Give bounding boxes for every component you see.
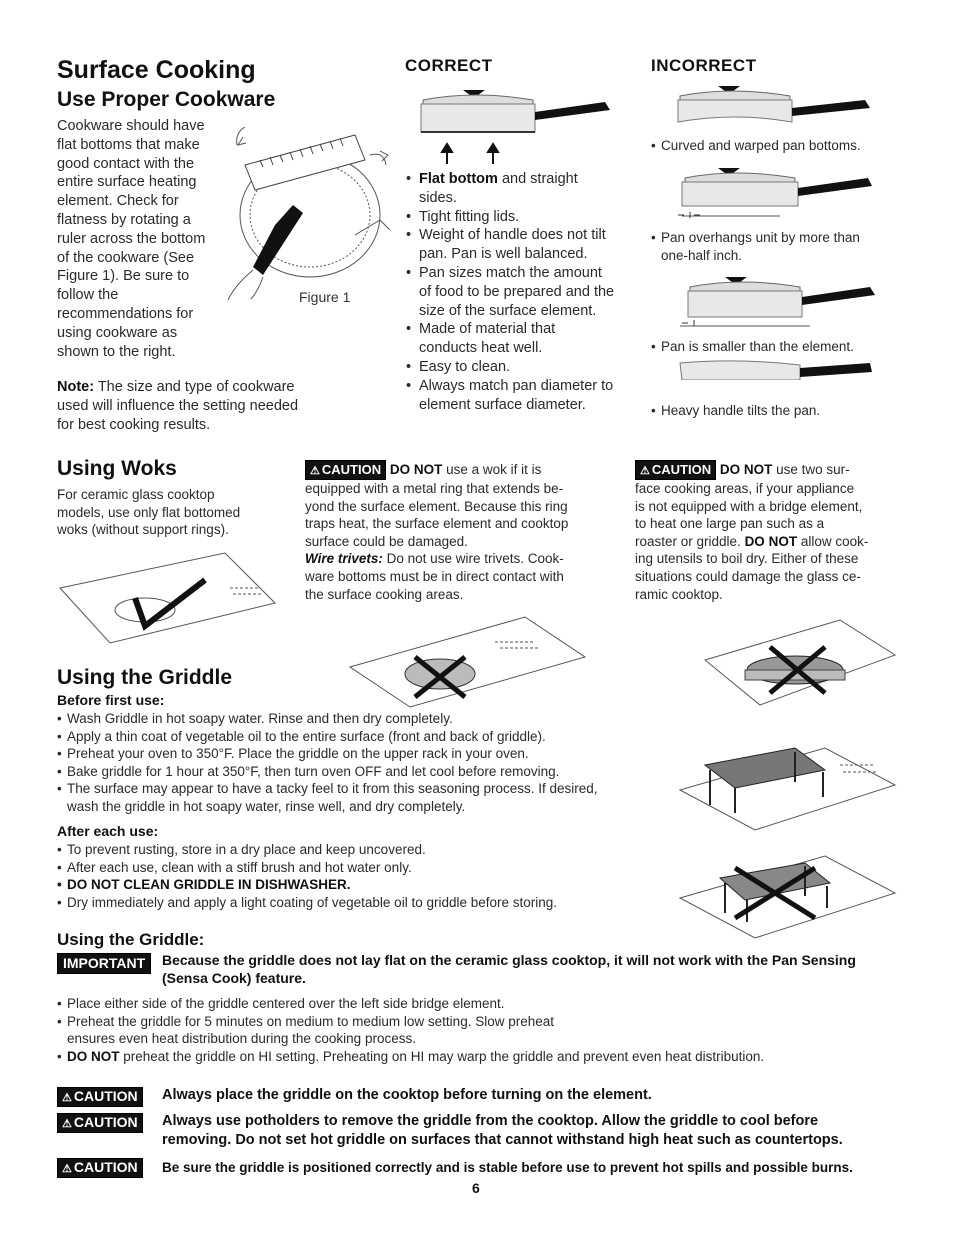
- correct-pan-illustration: [415, 82, 620, 167]
- griddle-incorrect-position-illustration: [675, 848, 900, 943]
- correct-heading: CORRECT: [405, 56, 493, 75]
- caution-badge: ⚠ CAUTION: [57, 1158, 143, 1178]
- list-item: • Preheat your oven to 350°F. Place the griddle on the upper rack in your oven.: [57, 745, 697, 763]
- list-item: • DO NOT preheat the griddle on HI setting. Preheating on HI may warp the griddle and prevent even heat distribution.: [57, 1048, 927, 1066]
- page-title: Surface Cooking: [57, 56, 256, 84]
- two-areas-caution-text: ⚠ CAUTION DO NOT use two sur- face cooking areas, if your appliance is not equipped with a bridge element, to heat one large pan such as a roaster or griddle. DO NOT allow cook- ing utensils to boil dry. Either of these situations could damage the glass ce- ramic cooktop.: [635, 462, 869, 602]
- proper-cookware-heading: Use Proper Cookware: [57, 88, 276, 111]
- list-item: • Preheat the griddle for 5 minutes on medium to medium low setting. Slow preheat ensures even heat distribution during the cooking process.: [57, 1013, 927, 1048]
- list-item: • Bake griddle for 1 hour at 350°F, then turn oven OFF and let cool before removing.: [57, 763, 697, 781]
- griddle-on-cooktop-illustration: [675, 740, 900, 835]
- list-item: • DO NOT CLEAN GRIDDLE IN DISHWASHER.: [57, 876, 697, 894]
- before-first-use-label: Before first use:: [57, 692, 165, 708]
- caution-badge: ⚠ CAUTION: [57, 1113, 143, 1133]
- after-each-use-label: After each use:: [57, 823, 159, 839]
- list-item: • After each use, clean with a stiff brush and hot water only.: [57, 859, 697, 877]
- griddle-bridge-heading: Using the Griddle:: [57, 930, 205, 949]
- incorrect-item: • Curved and warped pan bottoms.: [651, 137, 901, 155]
- griddle-two-areas-incorrect-illustration: [700, 615, 900, 710]
- list-item: • To prevent rusting, store in a dry place and keep uncovered.: [57, 841, 697, 859]
- caution-text-2: Always use potholders to remove the griddle from the cooktop. Allow the griddle to cool before removing. Do not set hot griddle on surfaces that cannot withstand high heat such as countertops.: [162, 1113, 843, 1148]
- caution-badge: ⚠ CAUTION: [635, 460, 716, 480]
- incorrect-list-3: [651, 338, 901, 356]
- figure1-pan-ruler-illustration: [215, 115, 400, 315]
- griddle-heading: Using the Griddle: [57, 666, 233, 689]
- caution-badge: ⚠ CAUTION: [305, 460, 386, 480]
- important-badge: IMPORTANT: [57, 953, 151, 974]
- after-each-use-list: [57, 841, 697, 911]
- caution-badge: ⚠ CAUTION: [57, 1087, 143, 1107]
- woks-heading: Using Woks: [57, 457, 177, 480]
- list-item: • Place either side of the griddle centered over the left side bridge element.: [57, 995, 927, 1013]
- incorrect-item: • Heavy handle tilts the pan.: [651, 402, 901, 420]
- important-text: Because the griddle does not lay flat on the ceramic glass cooktop, it will not work with the Pan Sensing (Sensa Cook) feature.: [162, 952, 856, 986]
- correct-item: • Flat bottom and straight sides.: [405, 170, 635, 208]
- before-first-use-list: [57, 710, 697, 816]
- wok-on-cooktop-illustration: [55, 548, 280, 648]
- list-item: • Apply a thin coat of vegetable oil to the entire surface (front and back of griddle).: [57, 728, 697, 746]
- griddle-bridge-list: [57, 995, 927, 1065]
- incorrect-item: • Pan is smaller than the element.: [651, 338, 901, 356]
- incorrect-list-4: [651, 402, 901, 420]
- cookware-note: Note: The size and type of cookware used will influence the setting needed for best cooking results.: [57, 379, 299, 433]
- caution-text-1: Always place the griddle on the cooktop before turning on the element.: [162, 1087, 652, 1103]
- incorrect-item: • Pan overhangs unit by more than one-half inch.: [651, 229, 901, 264]
- figure1-label: Figure 1: [299, 289, 351, 305]
- wok-caution-text: ⚠ CAUTION DO NOT use a wok if it is equipped with a metal ring that extends be- yond the surface element. Because this ring traps heat, the surface element and cooktop surface could be damaged. Wire trivets: Do not use wire trivets. Cook- ware bottoms must be in direct contact with the surface cooking areas.: [305, 462, 569, 602]
- correct-item: • Easy to clean.: [405, 358, 635, 377]
- list-item: • Dry immediately and apply a light coating of vegetable oil to griddle before storing.: [57, 894, 697, 912]
- incorrect-list-2: [651, 229, 901, 264]
- list-item: • The surface may appear to have a tacky feel to it from this seasoning process. If desired, wash the griddle in hot soapy water, rinse well, and dry completely.: [57, 780, 697, 815]
- incorrect-heading: INCORRECT: [651, 56, 757, 75]
- correct-item: • Made of material that conducts heat well.: [405, 320, 635, 358]
- list-item: • Wash Griddle in hot soapy water. Rinse and then dry completely.: [57, 710, 697, 728]
- correct-item: • Weight of handle does not tilt pan. Pan is well balanced.: [405, 226, 635, 264]
- caution-text-3: Be sure the griddle is positioned correctly and is stable before use to prevent hot spills and possible burns.: [162, 1160, 853, 1175]
- correct-list: [405, 170, 635, 414]
- correct-item: • Tight fitting lids.: [405, 208, 635, 227]
- correct-item: • Pan sizes match the amount of food to be prepared and the size of the surface element.: [405, 264, 635, 320]
- page-number: 6: [472, 1180, 480, 1196]
- woks-body: For ceramic glass cooktop models, use only flat bottomed woks (without support rings).: [57, 487, 241, 538]
- incorrect-list-1: [651, 137, 901, 155]
- correct-item: • Always match pan diameter to element surface diameter.: [405, 377, 635, 415]
- proper-cookware-body: Cookware should have flat bottoms that make good contact with the entire surface heating element. Check for flatness by rotating a ruler across the bottom of the cookware (See Figure 1). Be sure to follow the recommendations for using cookware as shown to the right.: [57, 118, 206, 360]
- wok-ring-incorrect-illustration: [345, 612, 595, 712]
